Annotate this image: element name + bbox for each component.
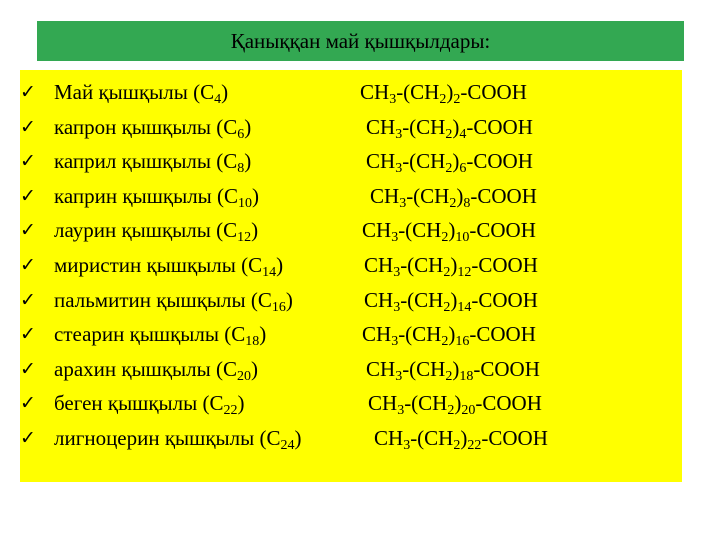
carbon-count: 10: [238, 195, 253, 211]
formula-cooh: -COOH: [475, 391, 542, 416]
carbon-count: 20: [237, 368, 252, 384]
formula-ch3: CH: [364, 253, 394, 277]
formula-paren: ): [456, 183, 464, 208]
list-item: [20, 75, 682, 109]
close-paren: ): [276, 253, 284, 277]
close-paren: ): [251, 356, 259, 381]
acid-name-text: каприл қышқылы (С: [54, 149, 238, 174]
acid-formula: [374, 425, 548, 451]
formula-ch3: CH: [370, 183, 400, 208]
acid-name-text: стеарин қышқылы (С: [54, 322, 246, 347]
acid-name-text: Май қышқылы (С: [54, 80, 215, 104]
formula-sub-n: 12: [457, 265, 472, 280]
check-icon: ✓: [20, 323, 36, 346]
list-item: [20, 352, 682, 386]
acid-name-text: пальмитин қышқылы (С: [54, 287, 272, 312]
acid-formula: [370, 183, 537, 209]
formula-paren: ): [452, 114, 460, 139]
formula-paren: ): [450, 287, 458, 312]
formula-sub-2: 2: [441, 334, 449, 350]
formula-ch3: CH: [366, 356, 396, 381]
list-item: [20, 283, 682, 317]
list-item: [20, 110, 682, 144]
formula-sub-n: 14: [457, 299, 472, 315]
acid-formula: [362, 217, 536, 246]
check-icon: ✓: [20, 115, 36, 138]
close-paren: ): [294, 426, 302, 450]
list-item: [20, 213, 682, 247]
acid-name: [54, 183, 259, 209]
formula-cooh: -COOH: [470, 183, 537, 208]
formula-ch2: -(CH: [402, 149, 446, 174]
formula-sub-2: 2: [449, 195, 457, 211]
close-paren: ): [251, 218, 259, 243]
check-icon: ✓: [20, 219, 36, 242]
formula-paren: ): [448, 322, 456, 347]
close-paren: ): [244, 149, 252, 174]
close-paren: ): [244, 114, 252, 139]
formula-paren: ): [446, 80, 454, 104]
formula-cooh: -COOH: [469, 322, 536, 347]
formula-sub-2: 2: [439, 92, 447, 107]
list-item: [20, 317, 682, 351]
formula-ch3: CH: [364, 287, 394, 312]
formula-sub-3: 3: [395, 161, 403, 177]
acid-name: [54, 217, 259, 246]
formula-ch2: -(CH: [402, 356, 446, 381]
formula-ch2: -(CH: [404, 391, 448, 416]
carbon-count: 16: [271, 299, 286, 315]
check-icon: ✓: [20, 288, 36, 311]
formula-sub-n: 18: [459, 368, 474, 384]
formula-cooh: -COOH: [466, 114, 533, 139]
formula-paren: ): [448, 218, 456, 243]
formula-sub-n: 8: [463, 195, 471, 211]
formula-paren: ): [450, 253, 458, 277]
formula-sub-3: 3: [391, 230, 399, 246]
formula-paren: ): [454, 391, 462, 416]
acid-name-text: лаурин қышқылы (С: [54, 218, 238, 243]
acid-name: [54, 356, 258, 382]
acid-formula: [366, 356, 540, 382]
formula-sub-3: 3: [397, 403, 405, 419]
formula-ch3: CH: [360, 80, 390, 104]
formula-sub-3: 3: [399, 195, 407, 211]
formula-sub-3: 3: [391, 334, 399, 350]
acid-name: [54, 148, 252, 177]
list-item: [20, 144, 682, 178]
formula-sub-3: 3: [389, 92, 397, 107]
acid-name-text: каприн қышқылы (С: [54, 183, 239, 208]
formula-ch3: CH: [366, 149, 396, 174]
formula-cooh: -COOH: [473, 356, 540, 381]
carbon-count: 12: [237, 230, 252, 246]
close-paren: ): [252, 183, 260, 208]
list-item: [20, 248, 682, 282]
close-paren: ): [285, 287, 293, 312]
acid-name-text: арахин қышқылы (С: [54, 356, 238, 381]
formula-ch3: CH: [366, 114, 396, 139]
carbon-count: 14: [262, 265, 277, 280]
formula-sub-3: 3: [403, 438, 411, 453]
formula-ch2: -(CH: [402, 114, 446, 139]
formula-sub-3: 3: [393, 299, 401, 315]
formula-ch2: -(CH: [398, 218, 442, 243]
page-title: Қаныққан май қышқылдары:: [230, 28, 491, 53]
formula-sub-2: 2: [445, 368, 453, 384]
acid-list-panel: [20, 70, 682, 482]
acid-name: [54, 287, 293, 313]
list-item: [20, 386, 682, 420]
acid-formula: [368, 390, 542, 419]
acid-formula: [364, 252, 538, 278]
formula-sub-2: 2: [453, 438, 461, 453]
carbon-count: 8: [237, 161, 245, 177]
check-icon: ✓: [20, 357, 36, 380]
acid-formula: [366, 114, 533, 140]
list-item: [20, 179, 682, 213]
check-icon: ✓: [20, 150, 36, 173]
formula-paren: ): [452, 356, 460, 381]
formula-ch3: CH: [368, 391, 398, 416]
formula-sub-2: 2: [445, 161, 453, 177]
acid-name: [54, 321, 267, 350]
formula-paren: ): [460, 426, 468, 450]
list-item: [20, 421, 682, 455]
check-icon: ✓: [20, 392, 36, 415]
check-icon: ✓: [20, 81, 36, 103]
acid-formula: [364, 287, 538, 313]
formula-ch2: -(CH: [410, 426, 454, 450]
check-icon: ✓: [20, 427, 36, 449]
formula-sub-3: 3: [395, 126, 403, 142]
formula-cooh: -COOH: [481, 426, 548, 450]
formula-ch3: CH: [362, 218, 392, 243]
formula-sub-n: 20: [461, 403, 476, 419]
acid-formula: [362, 321, 536, 350]
acid-name: [54, 425, 302, 451]
carbon-count: 18: [245, 334, 260, 350]
close-paren: ): [221, 80, 229, 104]
formula-cooh: -COOH: [460, 80, 527, 104]
carbon-count: 24: [280, 438, 295, 453]
acid-name-text: беген қышқылы (С: [54, 391, 224, 416]
formula-sub-n: 22: [467, 438, 482, 453]
formula-ch2: -(CH: [406, 183, 450, 208]
formula-ch2: -(CH: [400, 287, 444, 312]
acid-formula: [366, 148, 533, 177]
formula-ch3: CH: [362, 322, 392, 347]
check-icon: ✓: [20, 254, 36, 276]
title-bar: [37, 21, 684, 61]
acid-name: [54, 79, 228, 105]
acid-name: [54, 114, 251, 140]
formula-sub-3: 3: [395, 368, 403, 384]
formula-sub-2: 2: [443, 265, 451, 280]
formula-cooh: -COOH: [466, 149, 533, 174]
formula-sub-n: 6: [459, 161, 467, 177]
formula-sub-2: 2: [443, 299, 451, 315]
formula-sub-n: 4: [459, 126, 467, 142]
formula-sub-n: 16: [455, 334, 470, 350]
formula-paren: ): [452, 149, 460, 174]
formula-cooh: -COOH: [471, 287, 538, 312]
formula-sub-n: 2: [453, 92, 461, 107]
carbon-count: 22: [223, 403, 238, 419]
carbon-count: 4: [214, 92, 222, 107]
close-paren: ): [259, 322, 267, 347]
formula-sub-3: 3: [393, 265, 401, 280]
formula-ch2: -(CH: [396, 80, 440, 104]
formula-sub-n: 10: [455, 230, 470, 246]
formula-ch2: -(CH: [398, 322, 442, 347]
formula-cooh: -COOH: [469, 218, 536, 243]
formula-sub-2: 2: [445, 126, 453, 142]
formula-ch2: -(CH: [400, 253, 444, 277]
check-icon: ✓: [20, 184, 36, 207]
formula-cooh: -COOH: [471, 253, 538, 277]
formula-ch3: CH: [374, 426, 404, 450]
acid-name: [54, 390, 245, 419]
acid-formula: [360, 79, 527, 105]
acid-name: [54, 252, 283, 278]
acid-name-text: лигноцерин қышқылы (С: [54, 426, 281, 450]
formula-sub-2: 2: [447, 403, 455, 419]
formula-sub-2: 2: [441, 230, 449, 246]
acid-name-text: миристин қышқылы (С: [54, 253, 263, 277]
carbon-count: 6: [237, 126, 245, 142]
acid-name-text: капрон қышқылы (С: [54, 114, 238, 139]
close-paren: ): [237, 391, 245, 416]
